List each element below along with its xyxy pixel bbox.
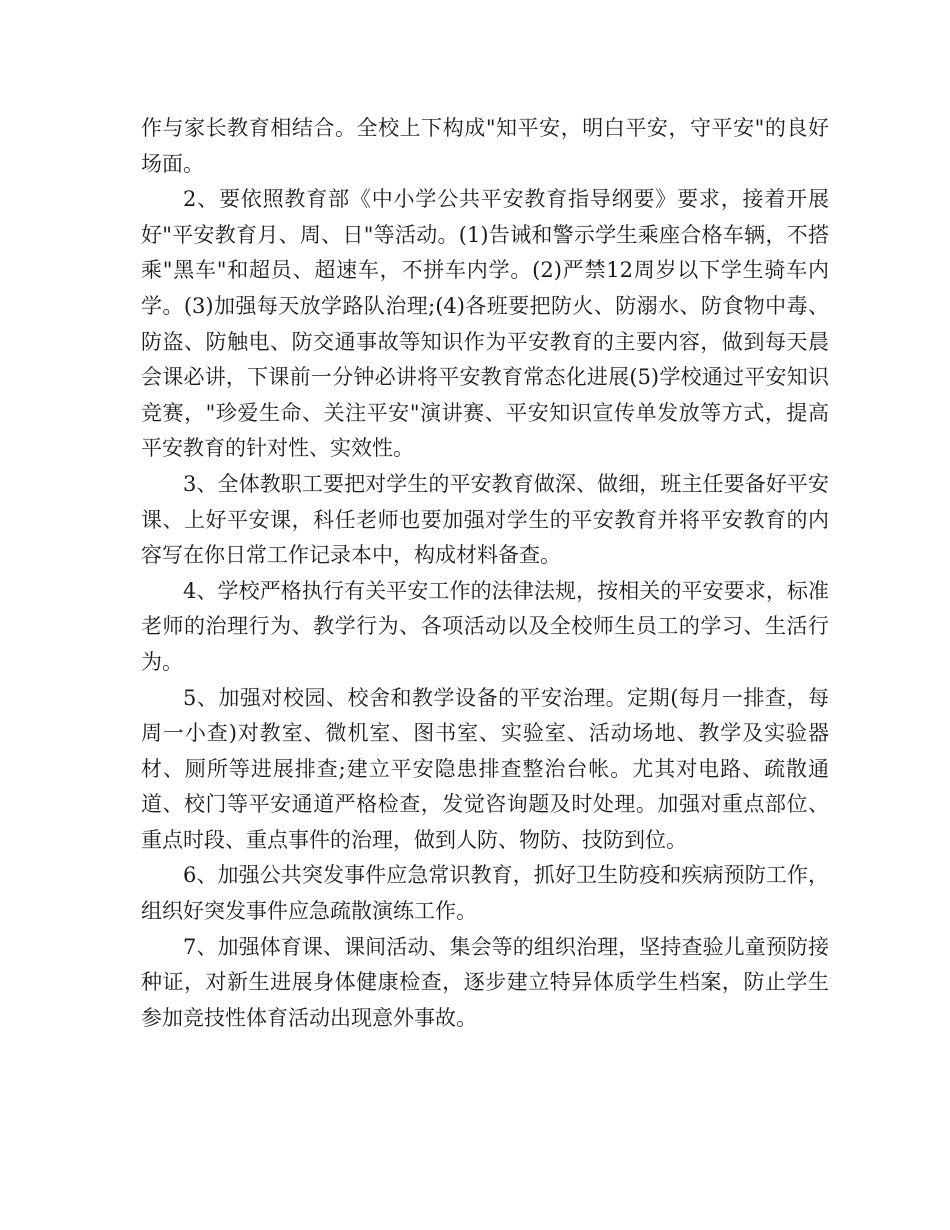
paragraph-item-2: 2、要依照教育部《中小学公共平安教育指导纲要》要求，接着开展好"平安教育月、周、日"等活动。(1)告诫和警示学生乘座合格车辆，不搭乘"黑车"和超员、超速车，不拼车内学。(2)严禁12周岁以下学生骑车内学。(3)加强每天放学路队治理;(4)各班要把防火、防溺水、防食物中毒、防盗、防触电、防交通事故等知识作为平安教育的主要内容，做到每天晨会课必讲，下课前一分钟必讲将平安教育常态化进展(5)学校通过平安知识竞赛，"珍爱生命、关注平安"演讲赛、平安知识宣传单发放等方式，提高平安教育的针对性、实效性。: [141, 187, 829, 461]
paragraph-item-4: 4、学校严格执行有关平安工作的法律法规，按相关的平安要求，标准老师的治理行为、教学行为、各项活动以及全校师生员工的学习、生活行为。: [141, 578, 829, 674]
paragraph-item-6: 6、加强公共突发事件应急常识教育，抓好卫生防疫和疾病预防工作，组织好突发事件应急疏散演练工作。: [141, 863, 829, 924]
document-body: [141, 111, 829, 1036]
paragraph-item-3: 3、全体教职工要把对学生的平安教育做深、做细，班主任要备好平安课、上好平安课，科任老师也要加强对学生的平安教育并将平安教育的内容写在你日常工作记录本中，构成材料备查。: [141, 471, 829, 568]
paragraph-item-7: 7、加强体育课、课间活动、集会等的组织治理，坚持查验儿童预防接种证，对新生进展身体健康检查，逐步建立特异体质学生档案，防止学生参加竞技性体育活动出现意外事故。: [141, 934, 829, 1030]
paragraph-item-5: 5、加强对校园、校舍和教学设备的平安治理。定期(每月一排查，每周一小查)对教室、微机室、图书室、实验室、活动场地、教学及实验器材、厕所等进展排查;建立平安隐患排查整治台帐。尤其对电路、疏散通道、校门等平安通道严格检查，发觉咨询题及时处理。加强对重点部位、重点时段、重点事件的治理，做到人防、物防、技防到位。: [141, 685, 829, 852]
paragraph-continuation: 作与家长教育相结合。全校上下构成"知平安，明白平安，守平安"的良好场面。: [141, 116, 829, 176]
